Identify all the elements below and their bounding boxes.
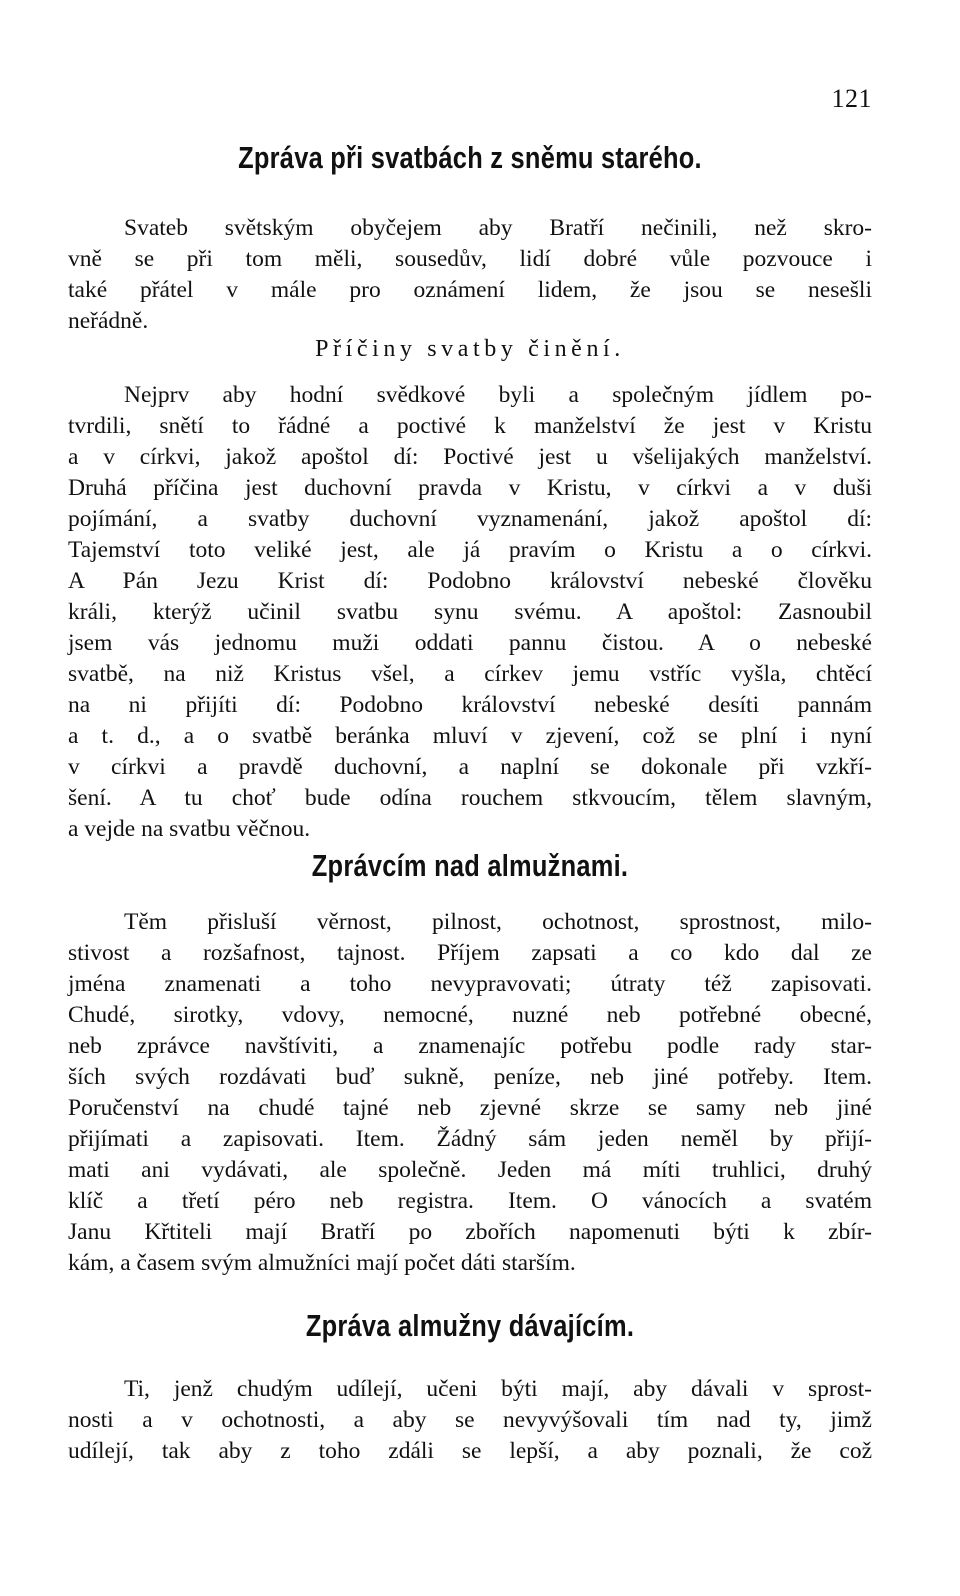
text-line: pojímání, a svatby duchovní vyznamenání, jakož apoštol dí: bbox=[68, 506, 872, 532]
paragraph-weddings-intro bbox=[68, 213, 872, 337]
text-line: Nejprv aby hodní svědkové byli a společným jídlem po- bbox=[124, 382, 872, 408]
text-line: přijímati a zapisovati. Item. Žádný sám jeden neměl by přijí- bbox=[68, 1126, 872, 1152]
text-line: také přátel v mále pro oznámení lidem, že jsou se nesešli bbox=[68, 277, 872, 303]
section-heading-weddings: Zpráva při svatbách z sněmu starého. bbox=[238, 140, 702, 175]
text-line: vně se při tom měli, sousedův, lidí dobré vůle pozvouce i bbox=[68, 246, 872, 272]
paragraph-reasons bbox=[68, 380, 872, 845]
text-line: králi, kterýž učinil svatbu synu svému. A apoštol: Zasnoubil bbox=[68, 599, 872, 625]
subheading-reasons: Příčiny svatby činění. bbox=[315, 336, 625, 362]
text-line: jsem vás jednomu muži oddati pannu čistou. A o nebeské bbox=[68, 630, 872, 656]
text-line: nosti a v ochotnosti, a aby se nevyvýšovali tím nad ty, jimž bbox=[68, 1407, 872, 1433]
text-line: kám, a časem svým almužníci mají počet dáti starším. bbox=[68, 1250, 576, 1276]
text-line: ších svých rozdávati buď sukně, peníze, neb jiné potřeby. Item. bbox=[68, 1064, 872, 1090]
text-line: a v církvi, jakož apoštol dí: Poctivé jest u všelijakých manželství. bbox=[68, 444, 872, 470]
text-line: A Pán Jezu Krist dí: Podobno království nebeské člověku bbox=[68, 568, 872, 594]
paragraph-alms-givers bbox=[68, 1374, 872, 1467]
text-line: a t. d., a o svatbě beránka mluví v zjevení, což se plní i nyní bbox=[68, 723, 872, 749]
text-line: neřádně. bbox=[68, 308, 149, 334]
book-page bbox=[68, 0, 872, 1596]
text-line: tvrdili, snětí to řádné a poctivé k manželství že jest v Kristu bbox=[68, 413, 872, 439]
text-line: šení. A tu choť bude odína rouchem stkvoucím, tělem slavným, bbox=[68, 785, 872, 811]
text-line: neb zprávce navštíviti, a znamenajíc potřebu podle rady star- bbox=[68, 1033, 872, 1059]
text-line: svatbě, na niž Kristus všel, a církev jemu vstříc vyšla, chtěcí bbox=[68, 661, 872, 687]
text-line: stivost a rozšafnost, tajnost. Příjem zapsati a co kdo dal ze bbox=[68, 940, 872, 966]
text-line: Janu Křtiteli mají Bratří po zbořích napomenuti býti k zbír- bbox=[68, 1219, 872, 1245]
text-line: na ni přijíti dí: Podobno království nebeské desíti pannám bbox=[68, 692, 872, 718]
text-line: klíč a třetí péro neb registra. Item. O vánocích a svatém bbox=[68, 1188, 872, 1214]
text-line: Tajemství toto veliké jest, ale já pravím o Kristu a o církvi. bbox=[68, 537, 872, 563]
text-line: v církvi a pravdě duchovní, a naplní se dokonale při vzkří- bbox=[68, 754, 872, 780]
section-heading-alms-givers: Zpráva almužny dávajícím. bbox=[305, 1308, 635, 1343]
text-line: Chudé, sirotky, vdovy, nemocné, nuzné neb potřebné obecné, bbox=[68, 1002, 872, 1028]
paragraph-alms-managers bbox=[68, 907, 872, 1279]
section-heading-alms-managers: Zprávcím nad almužnami. bbox=[311, 848, 629, 883]
text-line: Svateb světským obyčejem aby Bratří nečinili, než skro- bbox=[124, 215, 872, 241]
text-line: mati ani vydávati, ale společně. Jeden má míti truhlici, druhý bbox=[68, 1157, 872, 1183]
text-line: Ti, jenž chudým udílejí, učeni býti mají, aby dávali v sprost- bbox=[124, 1376, 872, 1402]
page-number: 121 bbox=[831, 84, 872, 113]
text-line: Druhá příčina jest duchovní pravda v Kristu, v církvi a v duši bbox=[68, 475, 872, 501]
text-line: Těm přisluší věrnost, pilnost, ochotnost, sprostnost, milo- bbox=[124, 909, 872, 935]
text-line: a vejde na svatbu věčnou. bbox=[68, 816, 311, 842]
text-line: Poručenství na chudé tajné neb zjevné skrze se samy neb jiné bbox=[68, 1095, 872, 1121]
text-line: jména znamenati a toho nevypravovati; útraty též zapisovati. bbox=[68, 971, 872, 997]
text-line: udílejí, tak aby z toho zdáli se lepší, a aby poznali, že což bbox=[68, 1438, 872, 1464]
